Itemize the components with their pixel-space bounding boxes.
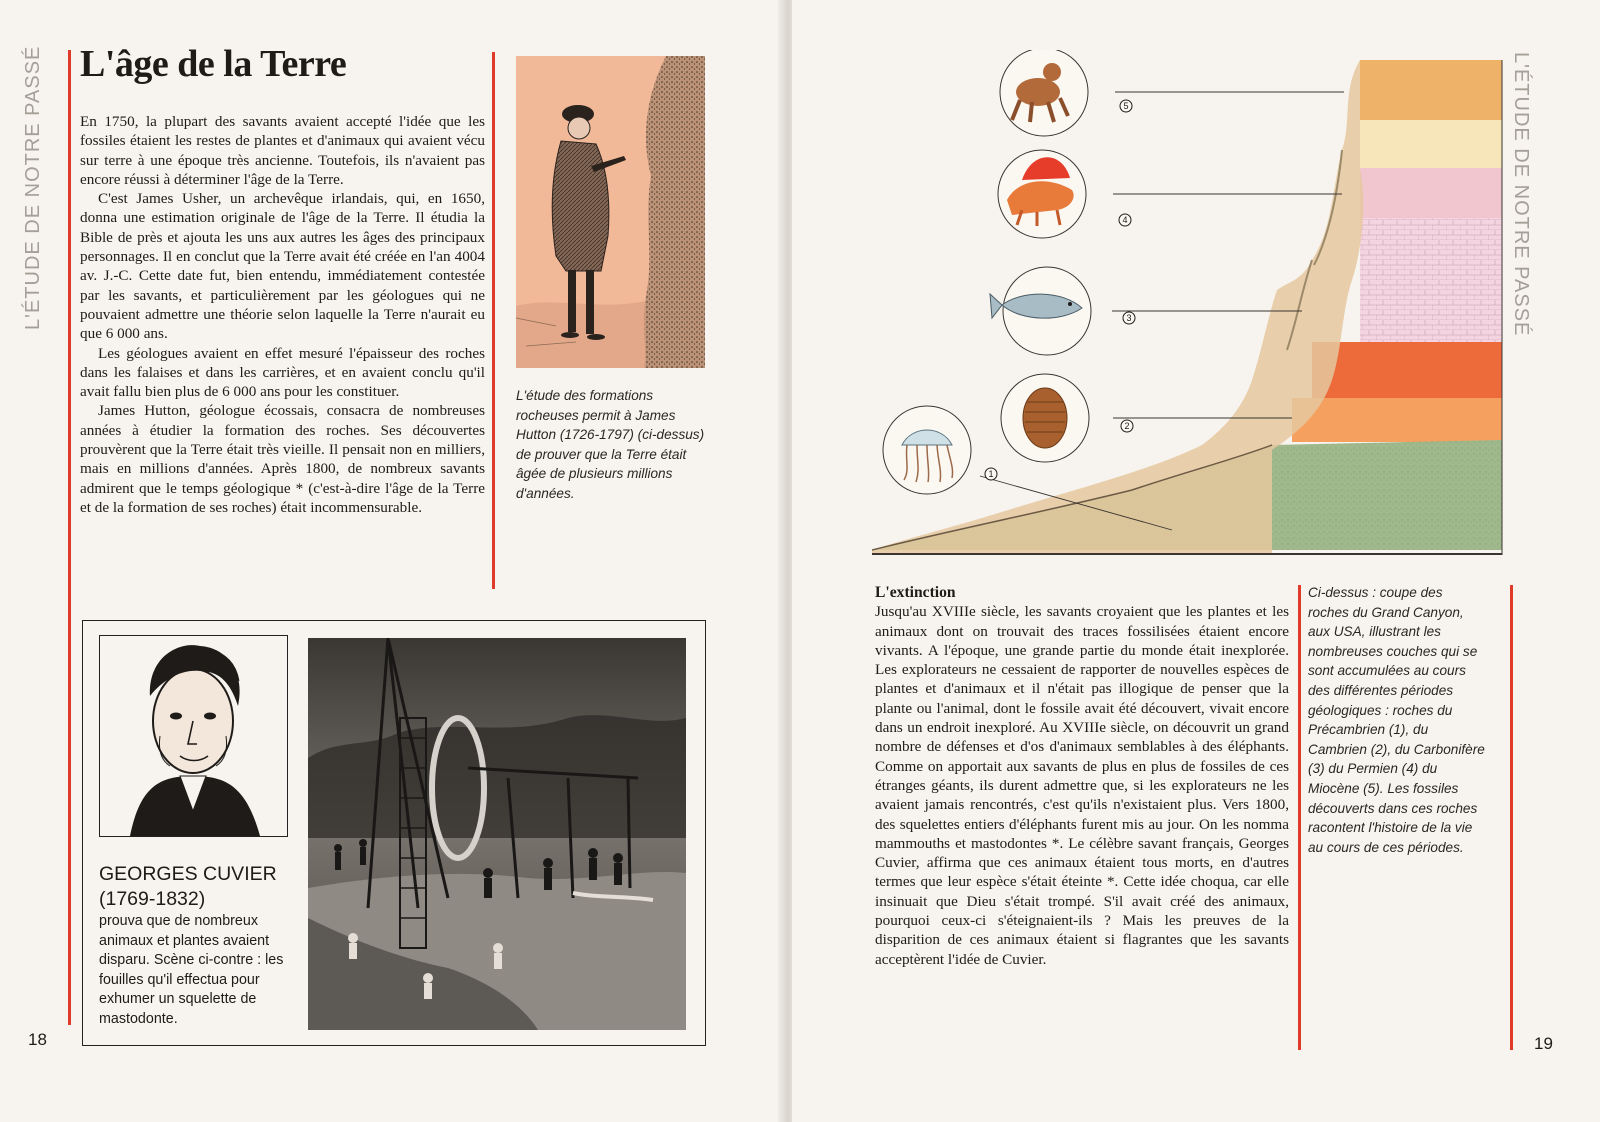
page-number-right: 19 [1534,1034,1553,1053]
paragraph: En 1750, la plupart des savants avaient accepté l'idée que les fossiles étaient les restes de plantes et d'animaux qui avaient vécu sur terre à une époque très ancienne. Toutefois, ils n'avaient pas encore réussi à déterminer l'âge de la Terre. [80,113,485,188]
cuvier-text [99,862,289,1030]
paragraph: Jusqu'au XVIIIe siècle, les savants croyaient que les plantes et les animaux dont on trouvait des traces fossilisées étaient encore vivants. A l'époque, une grande partie du monde était inexplorée. Les explorateurs ne cessaient de rapporter de nouvelles espèces de plantes et d'animaux et il n'était pas illogique de penser que la plante ou l'animal, dont le fossile avait été découvert, vivait encore dans un endroit inexploré. Au XVIIIe siècle, on découvrit un grand nombre de défenses et d'os d'animaux semblables à des éléphants. Comme on apportait aux savants de plus en plus de fossiles de ces étranges géants, ils durent admettre que, si les explorateurs ne les avaient jamais rencontrés, c'est qu'ils n'existaient plus. Vers 1800, des squelettes entiers d'éléphants furent mis au jour. On les nomma mammouths et mastodontes *. Le célèbre savant français, Georges Cuvier, affirma que ces animaux étaient tous morts, en d'autres termes que leur espèce s'était éteinte *. Cette idée choqua, car elle insinuait que Dieu s'était trompé. S'il avait créé des animaux, pourquoi ceux-ci s'éteignaient-ils ? Mais les preuves de la disparition de ces animaux étaient si flagrantes que les savants acceptèrent l'idée de Cuvier. [875,603,1289,968]
main-article [80,112,485,517]
excavation-scene [308,638,686,1030]
diagram-label-5: 5 [1123,101,1129,111]
diagram-caption: Ci-dessus : coupe des roches du Grand Canyon, aux USA, illustrant les nombreuses couches qui se sont accumulées au cours des différentes périodes géologiques : roches du Précambrien (1), du Cambrien (2), du Carbonifère (3) du Permien (4) du Miocène (5). Les fossiles découverts dans ces roches racontent l'histoire de la vie au cours de ces périodes. [1308,585,1485,855]
right-side-title: L'ÉTUDE DE NOTRE PASSÉ [1510,52,1532,337]
left-margin-rule [68,50,71,1025]
column-divider-rule [492,52,495,589]
diagram-label-4: 4 [1122,215,1128,225]
paragraph: James Hutton, géologue écossais, consacra de nombreuses années à étudier la formation des roches. Ses découvertes prouvèrent que la Terre était très vieille. Il pensait non en milliers, mais en millions d'années. Après 1800, de nombreux savants admirent que le temps géologique * (c'est-à-dire l'âge de la Terre et de la formation de ses roches) était incommensurable. [80,402,485,516]
paragraph: C'est James Usher, un archevêque irlandais, qui, en 1650, donna une estimation originale de l'âge de la Terre. Il étudia la Bible de près et ajouta les uns aux autres les âges des principaux personnages. Il en conclut que la Terre avait été créée en l'an 4004 av. J.-C. Cette date fut, bien entendu, immédiatement contestée par les savants, et particulièrement par les géologues qui ne pouvaient admettre une théorie selon laquelle la Terre n'aurait eu que 6 000 ans. [80,190,485,343]
diagram-label-3: 3 [1126,313,1132,323]
extinction-article [875,583,1289,969]
section-title: L'extinction [875,584,956,601]
hutton-caption: L'étude des formations rocheuses permit à James Hutton (1726-1797) (ci-dessus) de prouver que la Terre était âgée de plusieurs millions d'années. [516,388,705,501]
cuvier-dates: (1769-1832) [99,888,206,910]
hutton-illustration [516,56,705,368]
cuvier-description: prouva que de nombreux animaux et plantes avaient disparu. Scène ci-contre : les fouilles qu'il effectua pour exhumer un squelette de mastodonte. [99,913,284,1027]
cuvier-name: GEORGES CUVIER [99,863,277,885]
diagram-label-2: 2 [1124,421,1130,431]
paragraph: Les géologues avaient en effet mesuré l'épaisseur des roches dans les falaises et dans les carrières, et en avaient conclu qu'il avait fallu bien plus de 6 000 ans pour les constituer. [80,344,485,401]
grand-canyon-diagram [872,50,1514,566]
diagram-label-1: 1 [988,469,994,479]
right-margin-rule [1510,585,1513,1050]
right-column-rule [1298,585,1301,1050]
page-title: L'âge de la Terre [80,43,347,85]
page-number-left: 18 [28,1030,47,1049]
left-side-title: L'ÉTUDE DE NOTRE PASSÉ [22,45,44,330]
cuvier-portrait [99,635,288,837]
